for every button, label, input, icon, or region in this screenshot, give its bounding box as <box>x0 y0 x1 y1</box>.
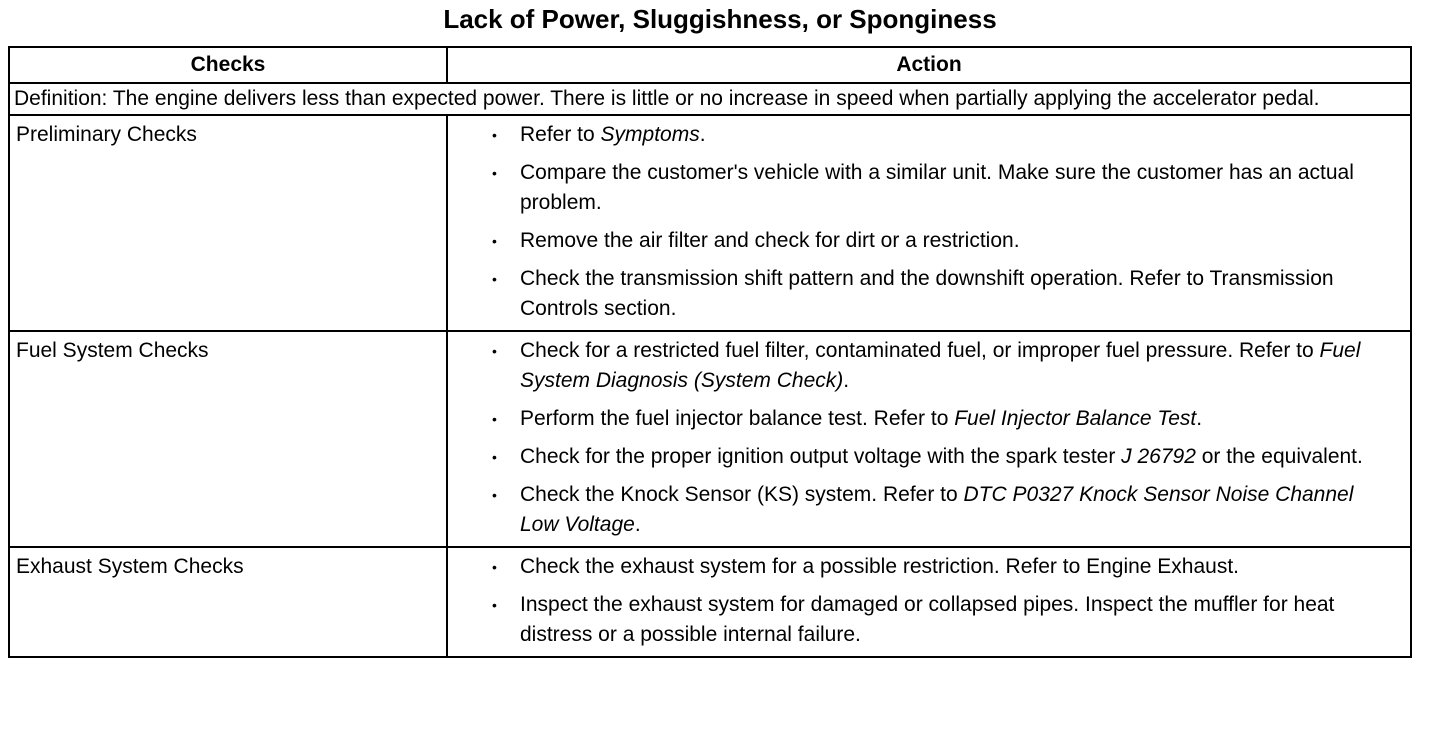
check-category: Preliminary Checks <box>9 115 447 331</box>
reference-text: J 26792 <box>1121 445 1196 468</box>
page-title: Lack of Power, Sluggishness, or Sponginess <box>443 4 997 34</box>
action-text: Compare the customer's vehicle with a similar unit. Make sure the customer has an actual problem. <box>520 161 1354 214</box>
action-text: Refer to <box>520 123 601 146</box>
action-item <box>520 590 1390 650</box>
action-item <box>520 480 1390 540</box>
table-row <box>9 115 1411 331</box>
header-row <box>9 47 1411 83</box>
action-cell <box>447 331 1411 547</box>
action-cell <box>447 115 1411 331</box>
action-list <box>448 332 1410 546</box>
table-row <box>9 331 1411 547</box>
action-item <box>520 442 1390 472</box>
action-item <box>520 552 1390 582</box>
action-text: Check for the proper ignition output voltage with the spark tester <box>520 445 1122 468</box>
action-item <box>520 226 1390 256</box>
action-item <box>520 336 1390 396</box>
checks-header: Checks <box>9 47 447 83</box>
action-text: . <box>843 369 850 392</box>
action-text: Inspect the exhaust system for damaged or collapsed pipes. Inspect the muffler for heat distress or a possible internal failure. <box>520 593 1335 646</box>
action-cell <box>447 547 1411 657</box>
action-list <box>448 116 1410 330</box>
action-list <box>448 548 1410 656</box>
action-text: . <box>1196 407 1203 430</box>
action-text: Check the transmission shift pattern and the downshift operation. Refer to Transmission Controls section. <box>520 267 1334 320</box>
check-category: Exhaust System Checks <box>9 547 447 657</box>
table-body <box>9 83 1411 657</box>
action-header: Action <box>447 47 1411 83</box>
reference-text: DTC P0327 Knock Sensor Noise Channel Low Voltage <box>520 483 1354 536</box>
definition-row <box>9 83 1411 115</box>
action-text: Perform the fuel injector balance test. Refer to <box>520 407 955 430</box>
action-item <box>520 264 1390 324</box>
action-item <box>520 404 1390 434</box>
action-item <box>520 120 1390 150</box>
action-text: . <box>634 513 641 536</box>
diagnosis-table <box>8 46 1412 658</box>
action-text: or the equivalent. <box>1195 445 1363 468</box>
action-item <box>520 158 1390 218</box>
action-text: Check the exhaust system for a possible restriction. Refer to Engine Exhaust. <box>520 555 1240 578</box>
reference-text: Fuel Injector Balance Test <box>954 407 1197 430</box>
action-text: Check for a restricted fuel filter, contaminated fuel, or improper fuel pressure. Refer to <box>520 339 1320 362</box>
check-category: Fuel System Checks <box>9 331 447 547</box>
reference-text: Symptoms <box>600 123 700 146</box>
reference-text: Fuel System Diagnosis (System Check) <box>520 339 1361 392</box>
action-text: . <box>699 123 706 146</box>
definition-text: Definition: The engine delivers less than expected power. There is little or no increase in speed when partially applying the accelerator pedal. <box>9 83 1411 115</box>
action-text: Check the Knock Sensor (KS) system. Refer to <box>520 483 964 506</box>
action-text: Remove the air filter and check for dirt or a restriction. <box>520 229 1020 252</box>
table-row <box>9 547 1411 657</box>
